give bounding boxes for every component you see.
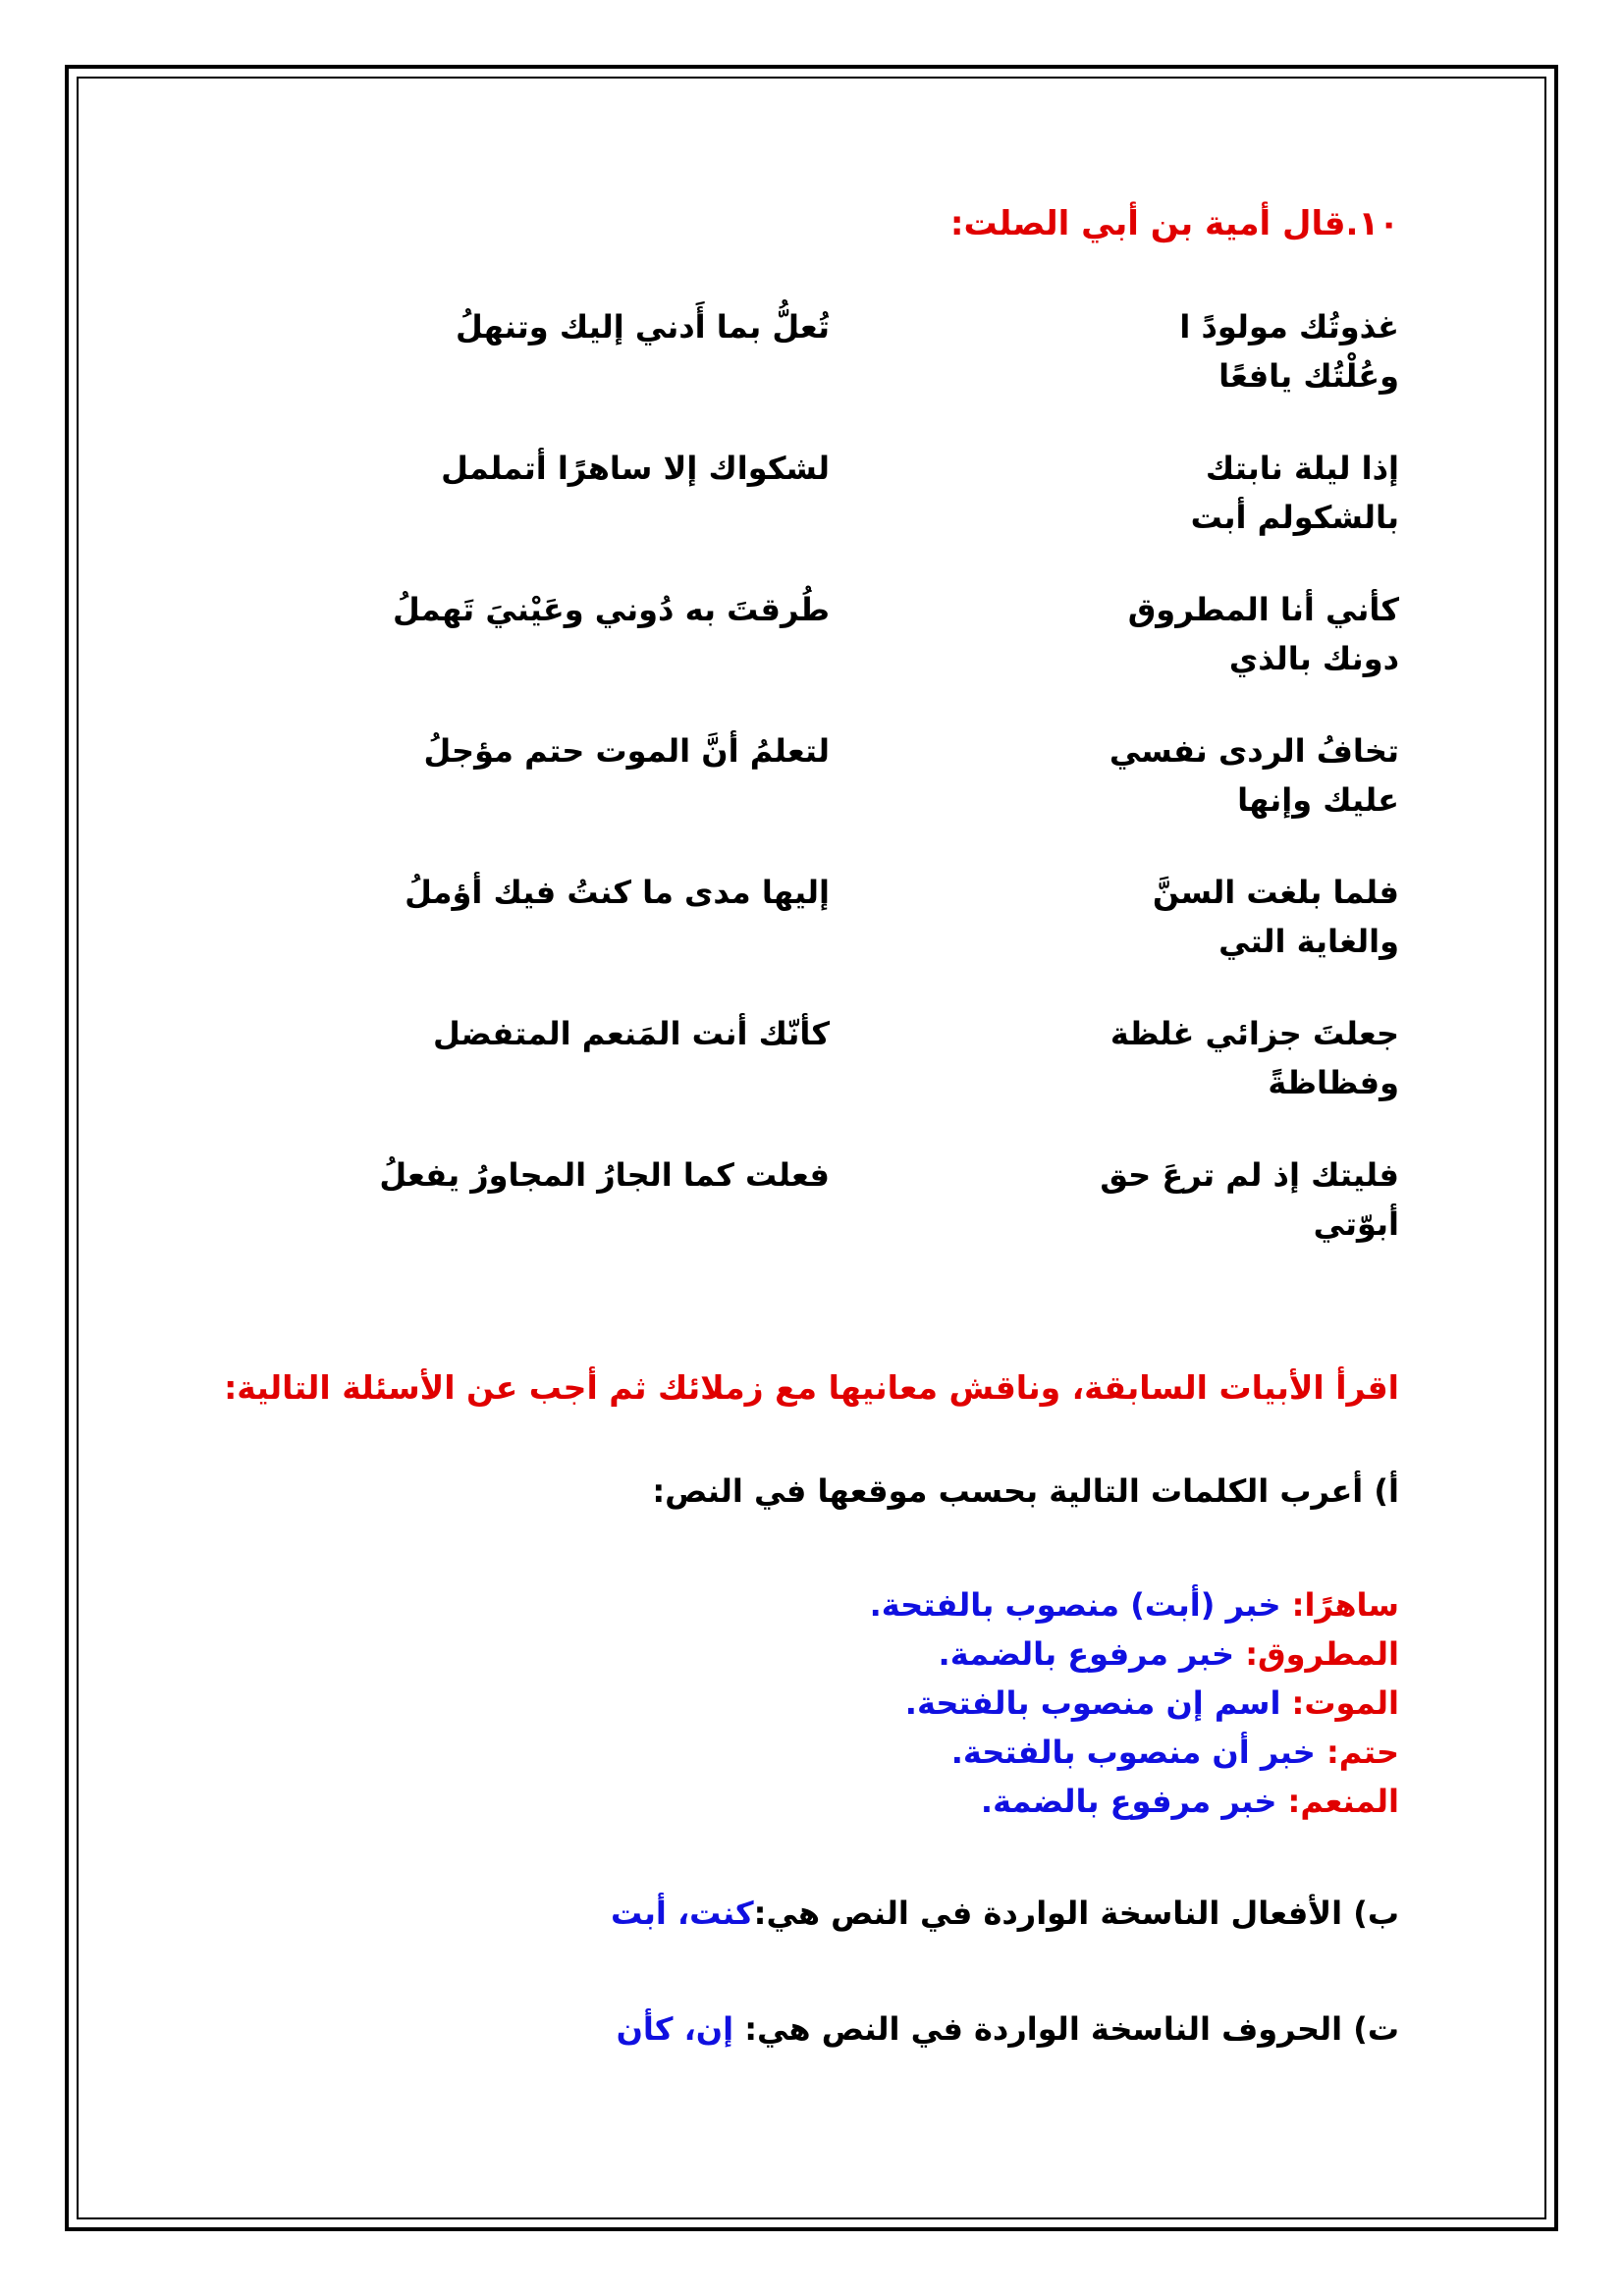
answer-word: المنعم:: [1287, 1783, 1399, 1820]
verse-first-hemistich: غذوتُك مولودً ا وعُلْتُك يافعًا: [1179, 308, 1399, 395]
verse-first-hemistich: فليتك إذ لم ترعَ حق أبوّتي: [1100, 1156, 1399, 1243]
verse-second-hemistich: طُرقتَ به دُوني وعَيْنيَ تَهملُ: [393, 591, 830, 628]
question-t-answer: إن، كأن: [616, 2010, 745, 2048]
answer-item: [870, 1679, 1399, 1728]
question-b-label: ب) الأفعال الناسخة الواردة في النص هي:: [753, 1895, 1399, 1932]
verse-second-hemistich: كأنّك أنت المَنعم المتفضل: [433, 1015, 830, 1052]
question-b: [611, 1895, 1399, 1932]
instructions: اقرأ الأبيات السابقة، وناقش معانيها مع زملائك ثم أجب عن الأسئلة التالية:: [224, 1368, 1399, 1407]
verse-second-hemistich: تُعلُّ بما أَدني إليك وتنهلُ: [456, 308, 830, 346]
answer-word: ساهرًا:: [1291, 1586, 1399, 1624]
answers-list: [870, 1580, 1399, 1826]
answer-item: [870, 1629, 1399, 1679]
verse-first-hemistich: كأني أنا المطروق دونك بالذي: [1127, 591, 1399, 677]
question-t-label: ت) الحروف الناسخة الواردة في النص هي:: [744, 2010, 1399, 2048]
exercise-title: ١٠.قال أمية بن أبي الصلت:: [949, 204, 1399, 243]
verse-second-hemistich: لتعلمُ أنَّ الموت حتم مؤجلُ: [423, 732, 830, 770]
answer-text: خبر (أبت) منصوب بالفتحة.: [869, 1586, 1292, 1624]
question-t: [617, 2010, 1399, 2048]
answer-text: خبر مرفوع بالضمة.: [938, 1635, 1246, 1673]
question-a: أ) أعرب الكلمات التالية بحسب موقعها في النص:: [652, 1472, 1399, 1510]
verse-first-hemistich: إذا ليلة نابتك بالشكولم أبت: [1190, 450, 1399, 536]
verse-second-hemistich: إليها مدى ما كنتُ فيك أؤملُ: [405, 874, 830, 911]
worksheet-page: [77, 77, 1546, 2219]
answer-word: المطروق:: [1245, 1635, 1399, 1673]
answer-item: [870, 1580, 1399, 1629]
answer-text: اسم إن منصوب بالفتحة.: [904, 1684, 1292, 1722]
verse-first-hemistich: جعلتَ جزائي غلظة وفظاظةً: [1109, 1015, 1399, 1101]
verse-first-hemistich: فلما بلغت السنَّ والغاية التي: [1152, 874, 1399, 960]
verse-second-hemistich: لشكواك إلا ساهرًا أتململ: [441, 450, 830, 487]
answer-word: حتم:: [1325, 1734, 1399, 1771]
answer-text: خبر مرفوع بالضمة.: [980, 1783, 1288, 1820]
answer-text: خبر أن منصوب بالفتحة.: [950, 1734, 1326, 1771]
question-b-answer: كنت، أبت: [610, 1895, 754, 1932]
verse-first-hemistich: تخافُ الردى نفسي عليك وإنها: [1109, 732, 1399, 819]
verse-second-hemistich: فعلت كما الجارُ المجاورُ يفعلُ: [379, 1156, 830, 1194]
answer-item: [870, 1777, 1399, 1826]
answer-item: [870, 1728, 1399, 1777]
answer-word: الموت:: [1291, 1684, 1399, 1722]
